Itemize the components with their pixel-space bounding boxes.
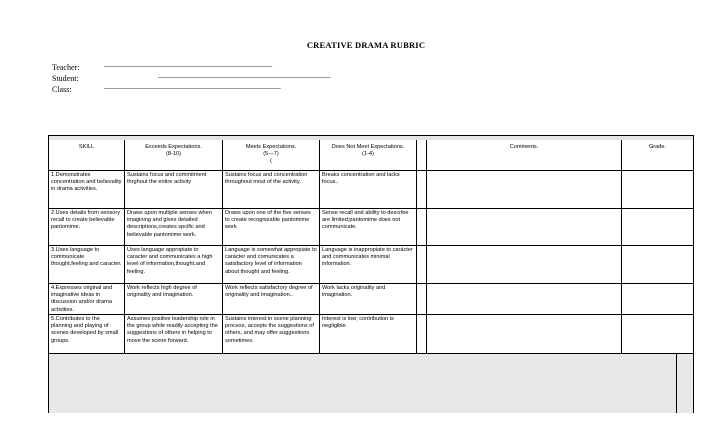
table-row [49, 245, 693, 283]
blank-cell [417, 209, 427, 245]
table-row [49, 208, 693, 245]
class-label: Class: [52, 85, 72, 94]
skill-cell: 4.Expresses original and imaginative ideas in discussion and/or drama activities. [49, 284, 125, 314]
grade-cell[interactable] [622, 171, 693, 208]
teacher-blank[interactable]: _______________________________________ [104, 60, 272, 69]
header-exceeds: Exceeds Expectations. (8-10) [125, 140, 223, 170]
blank-cell [417, 315, 427, 353]
skill-cell: 1.Demonstrates concentration and believality in drama activities. [49, 171, 125, 208]
comments-cell[interactable] [427, 315, 622, 353]
meets-cell: Draws upon one of the five senses to create recognizable pantomime work [223, 209, 320, 245]
meets-cell: Sustains focus and concentration throughout most of the activity. [223, 171, 320, 208]
header-not-meet: Does Not Meet Expectations. (1-4) [320, 140, 417, 170]
exceeds-cell: Sustains focus and commitment thrghout the entire activity [125, 171, 223, 208]
table-footer-area [49, 353, 693, 413]
blank-cell [417, 284, 427, 314]
header-grade: Grade. [648, 144, 667, 150]
blank-cell [417, 171, 427, 208]
exceeds-cell: Uses language appropiate to caracter and communicates a high level of information,thought,and feeling. [125, 246, 223, 283]
meets-cell: Work reflects satisfactory degree of originality and imagination.. [223, 284, 320, 314]
footer-divider [49, 354, 677, 413]
exceeds-cell: Work reflects high degree of originality and imagination. [125, 284, 223, 314]
not-meet-cell: Sense recall and ability to describe are limited;pantomime does not communicate. [320, 209, 417, 245]
table-row [49, 283, 693, 314]
not-meet-cell: Interest is low; contribution is negligible. [320, 315, 417, 353]
not-meet-cell: Work lacks originality and imagination. [320, 284, 417, 314]
not-meet-cell: Breaks concentration and lacks focus.. [320, 171, 417, 208]
not-meet-cell: Language is inappropiate to carácter and communicates minimal information. [320, 246, 417, 283]
class-field [52, 82, 282, 95]
skill-cell: 5.Contributes to the planning and playing of scenes developed by small groups. [49, 315, 125, 353]
rubric-title: CREATIVE DRAMA RUBRIC [306, 40, 426, 50]
teacher-label: Teacher: [52, 63, 80, 72]
meets-cell: Sustains interest in scene planning process, accepts the suggestions of others, and may offer suggestions sometimes. [223, 315, 320, 353]
meets-cell: Language is somewhat appropiate to carácter and comunicates a satisfactory level of information about thought and feeling. [223, 246, 320, 283]
header-blank-1 [417, 140, 427, 170]
student-label: Student: [52, 74, 79, 83]
header-skill: SKILL [49, 140, 125, 170]
comments-cell[interactable] [427, 171, 622, 208]
exceeds-cell: Assumes positive leadership role in the group while readily accepting the suggestions of others in helping to move the scene forward. [125, 315, 223, 353]
table-header [49, 140, 693, 171]
comments-cell[interactable] [427, 284, 622, 314]
skill-cell: 3.Uses language to communicate thought,feeling and caracter. [49, 246, 125, 283]
grade-cell[interactable] [622, 246, 693, 283]
header-comments: Comments. [427, 140, 622, 170]
grade-cell[interactable] [622, 315, 693, 353]
table-row [49, 314, 693, 353]
comments-cell[interactable] [427, 246, 622, 283]
class-blank[interactable]: _________________________________________ [104, 82, 281, 91]
exceeds-cell: Draws upon multiple senses when imagining and gives detailed descriptions,creates spcific and believable pantomime work. [125, 209, 223, 245]
skill-cell: 2.Uses details from sensory recall to create believable pantomime. [49, 209, 125, 245]
student-blank[interactable]: ________________________________________ [158, 71, 331, 80]
table-row [49, 170, 693, 208]
header-meets: Meets Expectations. (5---7) ( [223, 140, 320, 170]
comments-cell[interactable] [427, 209, 622, 245]
rubric-table [48, 135, 694, 413]
blank-cell [417, 246, 427, 283]
grade-cell[interactable] [622, 209, 693, 245]
grade-cell[interactable] [622, 284, 693, 314]
